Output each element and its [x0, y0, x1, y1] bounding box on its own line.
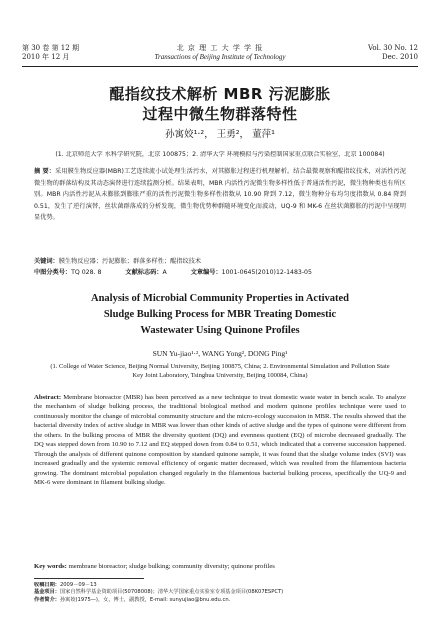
- keywords-cn-text: 膜生物反应器；污泥膨胀；群落多样性；醌指纹技术: [58, 258, 202, 265]
- authors-cn: 孙寓姣¹·²， 王勇²， 董萍¹: [165, 129, 275, 140]
- title-cn: [0, 84, 440, 124]
- abstract-cn-label: 摘 要：: [34, 168, 56, 175]
- volume-issue-cn: 第 30 卷 第 12 期: [22, 44, 79, 52]
- affiliation-cn: (1. 北京师范大学 水科学研究院，北京 100875；2. 清华大学 环境模拟与污染控制国家重点联合实验室，北京 100084): [55, 151, 385, 158]
- article-number-value: 1001-0645(2010)12-1483-05: [221, 269, 312, 276]
- journal-name: [22, 44, 418, 62]
- title-en-line-3: Wastewater Using Quinone Profiles: [140, 325, 300, 336]
- author-bio-label: 作者简介：: [34, 596, 60, 603]
- abstract-cn-text: 采用膜生物反应器(MBR)工艺连续流小试处理生活污水，对其膨胀过程进行机理解析。结合最微观察和醌指纹技术，对活性污泥微生物的群落结构及其动态演替进行连续监测分析。结果表明，MBR 内活性污泥微生物多样性低于普通活性污泥，微生物种类也有所区别。MBR 内活性污泥从未膨胀到膨胀严重的活性污泥微生物多样性指数从 10.90 降到 7.12，微生物种分布均匀度指数从 0.84 降到 0.51，发生了逆行演替，丝状菌群落成的分析发现，微生物优势种群随环境变化而波动，UQ-9 和 MK-6 在丝状菌膨胀的污泥中呈现明显优势。: [34, 168, 406, 222]
- title-en-line-2: Sludge Bulking Process for MBR Treating Domestic: [103, 309, 337, 320]
- footnote-author: [34, 597, 406, 604]
- volume-number-en: Vol. 30 No. 12: [367, 44, 418, 52]
- date-en: Dec. 2010: [382, 53, 418, 61]
- title-cn-line-2: 过程中微生物群落特性: [142, 105, 298, 123]
- title-en-line-1: Analysis of Microbial Community Properties in Activated: [90, 293, 349, 304]
- date-cn: 2010 年 12 月: [22, 53, 70, 61]
- received-value: 2009－09－13: [59, 582, 97, 588]
- authors-en: SUN Yu-jiao¹·², WANG Yong², DONG Ping¹: [152, 349, 288, 358]
- document-code-label: 文献标志码：: [125, 269, 163, 276]
- article-number: [191, 269, 312, 276]
- volume-issue-en: [368, 44, 418, 62]
- title-cn-line-1: 醌指纹技术解析 MBR 污泥膨胀: [109, 85, 331, 103]
- journal-name-en: Transactions of Beijing Institute of Technology: [154, 53, 286, 61]
- clc-label: 中图分类号：: [34, 269, 72, 276]
- affiliation-en: (1. College of Water Science, Beijing Normal University, Beijing 100875, China; 2. Environmental Simulation and Pollution State Key Joint Laboratory, Tsinghua University, Beijing 100084, China): [50, 363, 390, 379]
- document-code-value: A: [162, 269, 167, 276]
- title-en: [40, 291, 400, 339]
- article-number-label: 文章编号：: [190, 269, 222, 276]
- keywords-en-text: membrane bioreactor; sludge bulking; community diversity; quinone profiles: [68, 563, 275, 570]
- keywords-cn-label: 关键词：: [34, 258, 59, 265]
- keywords-cn: [34, 256, 406, 267]
- keywords-en: [34, 562, 406, 572]
- clc-value: TQ 028. 8: [71, 269, 102, 276]
- fund-label: 基金项目：: [34, 589, 60, 596]
- fund-value: 国家自然科学基金资助项目(50708008)；清华大学国家重点实验室专项基金项目(08K07ESPCT): [59, 589, 284, 596]
- clc-number: [34, 269, 101, 276]
- abstract-en: [34, 393, 406, 488]
- header-rule: [22, 66, 418, 67]
- received-label: 收稿日期：: [34, 582, 60, 588]
- footnotes: [34, 582, 406, 604]
- abstract-cn: [34, 166, 406, 224]
- author-bio-value: 孙寓姣(1975—)，女，博士，副教授，E-mail: sunyujiao@bnu.edu.cn.: [59, 596, 231, 603]
- classification-line: [34, 267, 406, 278]
- abstract-en-text: Membrane bioreactor (MBR) has been perceived as a new technique to treat domestic waste water in bench scale. To analyze the mechanism of sludge bulking process, the traditional biological method and modern quinone profiles technique were used to continuously monitor the change of microbial community structure and the micro-ecology succession in MBR. The results showed that the bacterial diversity index of active sludge in MBR was lower than other kinds of active sludge and the types of quinone were different from the others. In the bulking process of MBR the diversity quotient (DQ) and evenness quotient (EQ) of microbe decreased gradually. The DQ was stepped down from 10.90 to 7.12 and EQ stepped down from 0.84 to 0.51, which indicated that a converse succession happened. Through the analysis of different quinone composition by standard quinone sample, it was found that the sludge volume index (SVI) was increased gradually and the systemic removal efficiency of organic matter decreased, which was resulted from the filamentous bacteria growing. The dominant microbial population changed regularly in the filamentous bacterial bulking process, specifically the UQ-9 and MK-6 were dominant in filament bulking sludge.: [34, 394, 406, 487]
- keywords-en-label: Key words:: [34, 563, 67, 570]
- journal-name-cn: 北 京 理 工 大 学 学 报: [176, 44, 264, 52]
- document-code: [125, 269, 166, 276]
- footnote-fund: [34, 589, 406, 596]
- footnote-rule: [34, 578, 144, 579]
- abstract-en-label: Abstract:: [34, 394, 62, 401]
